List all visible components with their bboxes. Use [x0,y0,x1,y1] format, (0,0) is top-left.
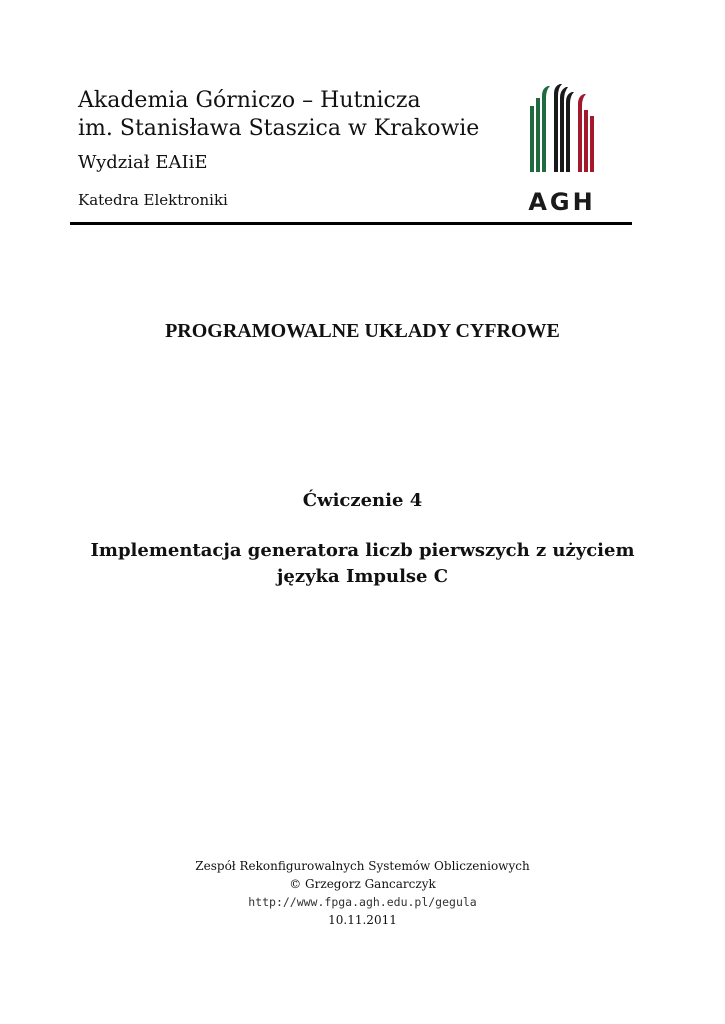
agh-logo [526,84,598,214]
university-name-line1: Akademia Górniczo – Hutnicza [78,88,421,113]
exercise-number: Ćwiczenie 4 [302,490,423,511]
course-title: PROGRAMOWALNE UKŁADY CYFROWE [165,320,560,342]
university-name [78,87,479,143]
footer [0,857,725,929]
exercise-title-line1: Implementacja generatora liczb pierwszych z użyciem [90,540,635,561]
footer-author: © Grzegorz Gancarczyk [289,877,436,891]
university-name-line2: im. Stanisława Staszica w Krakowie [78,116,480,141]
header-divider [70,222,632,225]
exercise-title-line2: języka Impulse C [276,566,449,587]
department-name: Katedra Elektroniki [78,191,228,209]
agh-logo-mark [530,84,594,172]
footer-team: Zespół Rekonfigurowalnych Systemów Obliczeniowych [195,859,530,873]
faculty-name: Wydział EAIiE [78,152,208,173]
footer-date: 10.11.2011 [328,913,397,927]
footer-url[interactable]: http://www.fpga.agh.edu.pl/gegula [248,895,477,909]
agh-logo-text: AGH [528,188,596,214]
exercise-title [0,538,725,590]
